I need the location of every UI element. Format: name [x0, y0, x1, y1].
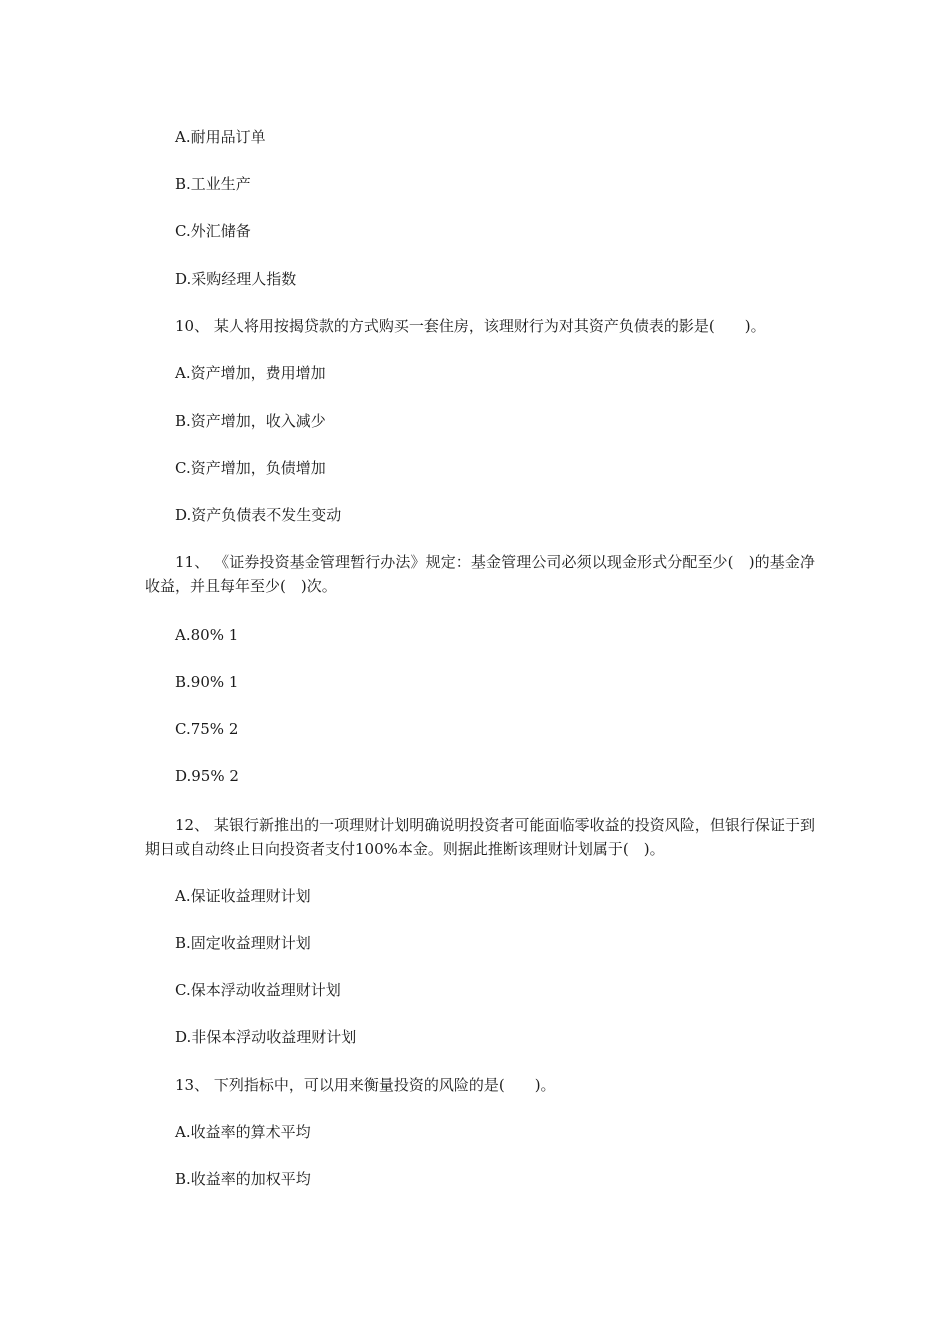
q10-option-b: B.资产增加，收入减少 — [175, 412, 326, 430]
q13-stem: 13、 下列指标中，可以用来衡量投资的风险的是( )。 — [175, 1076, 556, 1094]
q10-option-a: A.资产增加，费用增加 — [175, 364, 326, 382]
q12-option-d: D.非保本浮动收益理财计划 — [175, 1028, 357, 1046]
q10-option-c: C.资产增加，负债增加 — [175, 459, 326, 477]
q11-option-c: C.75% 2 — [175, 720, 239, 738]
q9-option-d: D.采购经理人指数 — [175, 270, 297, 288]
q10-option-d: D.资产负债表不发生变动 — [175, 506, 342, 524]
q11-option-b: B.90% 1 — [175, 673, 239, 691]
q13-option-a: A.收益率的算术平均 — [175, 1123, 311, 1141]
q12-option-b: B.固定收益理财计划 — [175, 934, 311, 952]
q12-option-a: A.保证收益理财计划 — [175, 887, 311, 905]
q9-option-c: C.外汇储备 — [175, 222, 251, 240]
q11-option-d: D.95% 2 — [175, 767, 239, 785]
q13-option-b: B.收益率的加权平均 — [175, 1170, 311, 1188]
q11-option-a: A.80% 1 — [175, 626, 239, 644]
q10-stem: 10、 某人将用按揭贷款的方式购买一套住房，该理财行为对其资产负债表的影是( )。 — [175, 317, 766, 335]
q11-stem: 11、 《证券投资基金管理暂行办法》规定：基金管理公司必须以现金形式分配至少( )的基金净收益，并且每年至少( )次。 — [145, 553, 815, 595]
q12-option-c: C.保本浮动收益理财计划 — [175, 981, 341, 999]
q9-option-b: B.工业生产 — [175, 175, 251, 193]
q9-option-a: A.耐用品订单 — [175, 128, 266, 146]
q12-stem: 12、 某银行新推出的一项理财计划明确说明投资者可能面临零收益的投资风险，但银行保证于到期日或自动终止日向投资者支付100%本金。则据此推断该理财计划属于( )。 — [145, 816, 815, 858]
